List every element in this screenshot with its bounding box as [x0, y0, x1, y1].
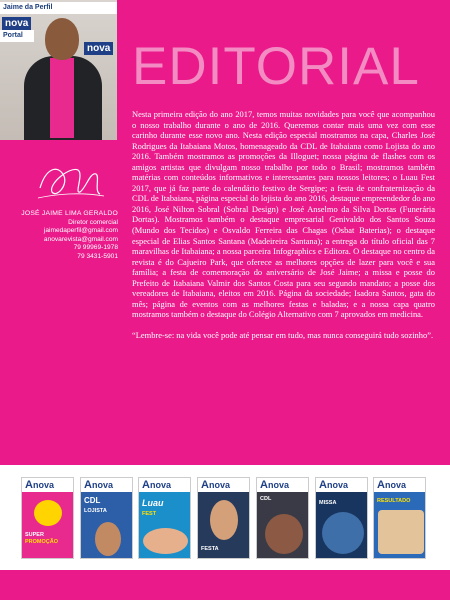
- cover-headline: RESULTADO: [377, 498, 411, 504]
- contact-email-2: anovarevista@gmail.com: [43, 235, 118, 243]
- cover-headline: CDL: [84, 496, 101, 505]
- cover-masthead: Anova: [198, 478, 249, 492]
- photo-banner-mid: Portal: [0, 30, 34, 42]
- cover-graphic: [34, 500, 62, 526]
- cover-masthead: Anova: [139, 478, 190, 492]
- article-body: Nesta primeira edição do ano 2017, temos muitas novidades para você que acompanhou o nosso trabalho durante o ano de 2016. Queremos contar mais uma vez com esse carinho durante esse novo ano. Nesta edição especial mostramos na capa, Charles José Rodrigues da Itabaiana Motos, homenageado da CDL de Itabaiana como Lojista do ano 2016. Também mostramos as promoções da Illoguet; nossa página de flashes com os amigos artistas que divulgam nosso trabalho por todo o Brasil; mostramos também matérias com conteúdos informativos e interessantes para nossos leitores; o Luau Fest 2017, que já faz parte do calendário festivo de Sergipe; a festa de confraternização da CDL de Itabaiana, página especial do lojista do ano 2016, destaque empreendedor do ano 2016, José Nilton Sobral (Sobral Design) e José Anselmo da Silva Dortas (Funerária Dortas). Mostramos também o destaque empresarial Genivaldo dos Santos Souza (Mundo dos Tecidos) e Osvaldo Ferreira das Chagas (Osbat Baterias); o destaque especial de Elias Santos Santana (Madeireira Santana); a entrega do título oficial das 7 maravilhas de Itabaiana; a nossa parceira Infographics e Editora. O destaque no centro da revista é do Cajueiro Park, que oferece as melhores opções de lazer para você e sua família; a festa de comemoração do aniversário de José Jaime; a missa e posse do Prefeito de Itabaiana Valmir dos Santos Costa para seu segundo mandato; a posse dos vereadores de Itabaiana, eleitos em 2016. Página da sociedade; Isadora Santos, gata do mês; página de eventos com as melhores festas e baladas; e a nossa capa quatro mostramos também o destaque do Colégio Alternativo com 7 aprovados em medicina.: [132, 109, 435, 320]
- editor-photo: [0, 0, 117, 140]
- cover-masthead: Anova: [316, 478, 367, 492]
- contact-phone-1: 79 99969-1978: [73, 244, 118, 252]
- cover-masthead: Anova: [81, 478, 132, 492]
- cover-person: [95, 522, 121, 556]
- cover-headline: FESTA: [201, 546, 219, 552]
- magazine-cover: [21, 477, 74, 559]
- contact-block: [0, 210, 118, 262]
- photo-brand-b: nova: [84, 42, 113, 55]
- cover-subheadline: PROMOÇÃO: [25, 539, 58, 545]
- signature-icon: [34, 158, 106, 206]
- magazine-cover: [138, 477, 191, 559]
- person-shirt: [50, 58, 74, 138]
- cover-masthead: Anova: [22, 478, 73, 492]
- cover-crowd: [143, 528, 188, 554]
- editorial-article: [132, 109, 435, 340]
- page-title: EDITORIAL: [132, 37, 420, 96]
- cover-people: [322, 512, 364, 554]
- photo-banner-top: Jaime da Perfil: [0, 2, 117, 14]
- magazine-cover: [197, 477, 250, 559]
- contact-role: Diretor comercial: [68, 218, 118, 226]
- photo-brand-a: nova: [2, 17, 31, 30]
- cover-masthead: Anova: [257, 478, 308, 492]
- cover-subheadline: LOJISTA: [84, 508, 107, 514]
- cover-headline: CDL: [260, 496, 272, 502]
- magazine-cover: [373, 477, 426, 559]
- contact-name: JOSÉ JAIME LIMA GERALDO: [21, 210, 118, 217]
- contact-phone-2: 79 3431-5901: [77, 252, 118, 260]
- article-quote: “Lembre-se: na vida você pode até pensar em tudo, mas nunca conseguirá tudo sozinho”.: [132, 329, 434, 340]
- cover-person: [210, 500, 238, 540]
- cover-gallery: [0, 465, 450, 570]
- person-head: [45, 18, 79, 60]
- cover-subheadline: FEST: [142, 511, 157, 517]
- magazine-cover: [315, 477, 368, 559]
- magazine-cover: [80, 477, 133, 559]
- cover-headline: SUPER: [25, 532, 44, 538]
- cover-grid: [378, 510, 424, 554]
- contact-email-1: jaimedaperfil@gmail.com: [43, 227, 118, 235]
- cover-people: [265, 514, 303, 554]
- magazine-cover: [256, 477, 309, 559]
- cover-headline: MISSA: [319, 500, 337, 506]
- cover-masthead: Anova: [374, 478, 425, 492]
- cover-headline: Luau: [142, 498, 164, 508]
